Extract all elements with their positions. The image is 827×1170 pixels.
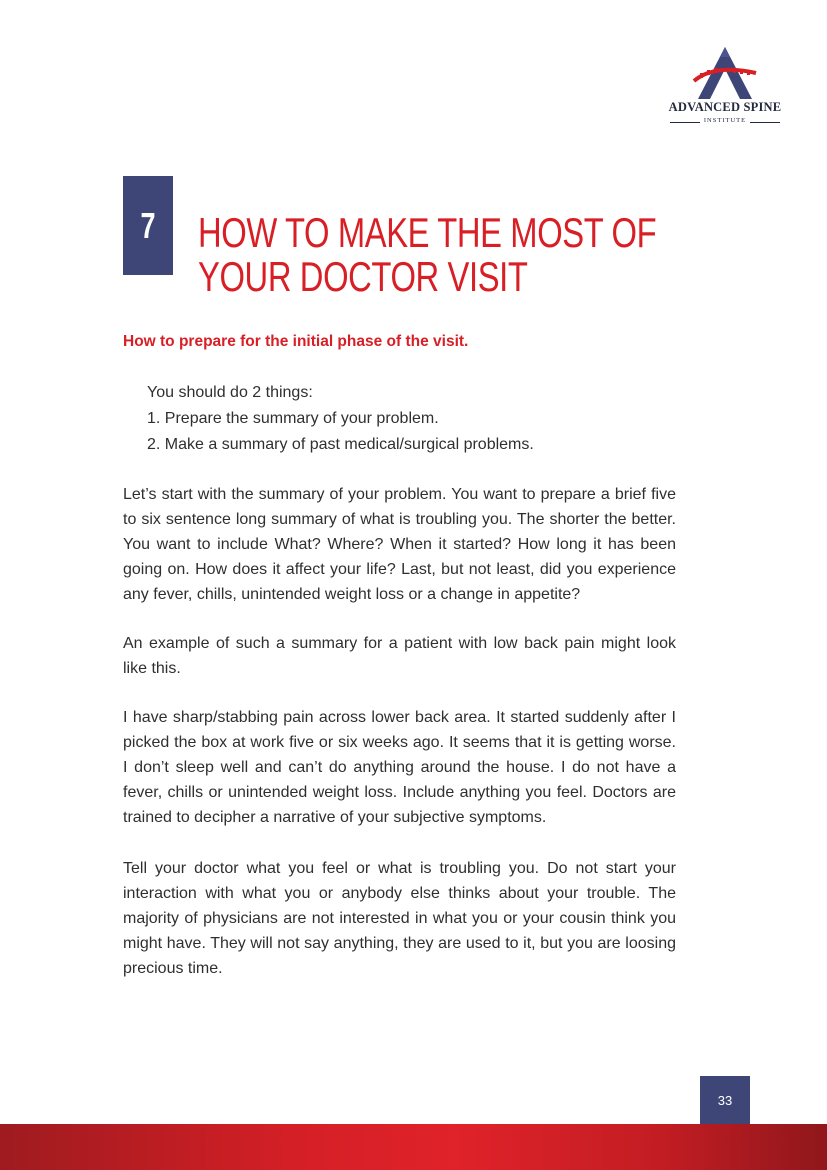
advanced-spine-logo xyxy=(666,45,784,127)
body-paragraph: Tell your doctor what you feel or what is troubling you. Do not start your interaction with what you or anybody else thinks about your trouble. The majority of physicians are not interested in what you or your cousin think you might have. They will not say anything, they are used to it, but you are loosing precious time. xyxy=(123,860,676,977)
footer-band xyxy=(0,1124,827,1170)
chapter-title xyxy=(198,211,656,299)
logo-rule-right xyxy=(750,122,780,123)
chapter-number-badge xyxy=(123,176,173,275)
logo-wordmark: ADVANCED SPINE xyxy=(668,100,782,114)
spine-a-logo-icon xyxy=(690,45,760,101)
chapter-number: 7 xyxy=(140,204,156,246)
page-number: 33 xyxy=(717,1092,733,1108)
page-number-badge xyxy=(700,1076,750,1124)
chapter-title-line-1: HOW TO MAKE THE MOST OF xyxy=(198,209,657,256)
body-paragraph: An example of such a summary for a patient with low back pain might look like this. xyxy=(123,635,676,677)
body-paragraph: Let’s start with the summary of your problem. You want to prepare a brief five to six sentence long summary of what is troubling you. The shorter the better. You want to include What? Where? When it started? How long it has been going on. How does it affect your life? Last, but not least, did you experience any fever, chills, unintended weight loss or a change in appetite? xyxy=(123,486,676,603)
logo-rule-left xyxy=(670,122,700,123)
list-intro: You should do 2 things: xyxy=(147,384,313,401)
list-item: 1. Prepare the summary of your problem. xyxy=(147,410,439,427)
list-item: 2. Make a summary of past medical/surgical problems. xyxy=(147,436,534,453)
body-paragraph: I have sharp/stabbing pain across lower back area. It started suddenly after I picked the box at work five or six weeks ago. It seems that it is getting worse. I don’t sleep well and can’t do anything around the house. I do not have a fever, chills or unintended weight loss. Include anything you feel. Doctors are trained to decipher a narrative of your subjective symptoms. xyxy=(123,709,676,826)
logo-subtitle-row xyxy=(670,117,780,127)
logo-subtitle: INSTITUTE xyxy=(703,117,747,124)
chapter-title-line-2: YOUR DOCTOR VISIT xyxy=(198,253,528,300)
section-subheading: How to prepare for the initial phase of the visit. xyxy=(123,333,469,350)
todo-list xyxy=(147,380,534,458)
